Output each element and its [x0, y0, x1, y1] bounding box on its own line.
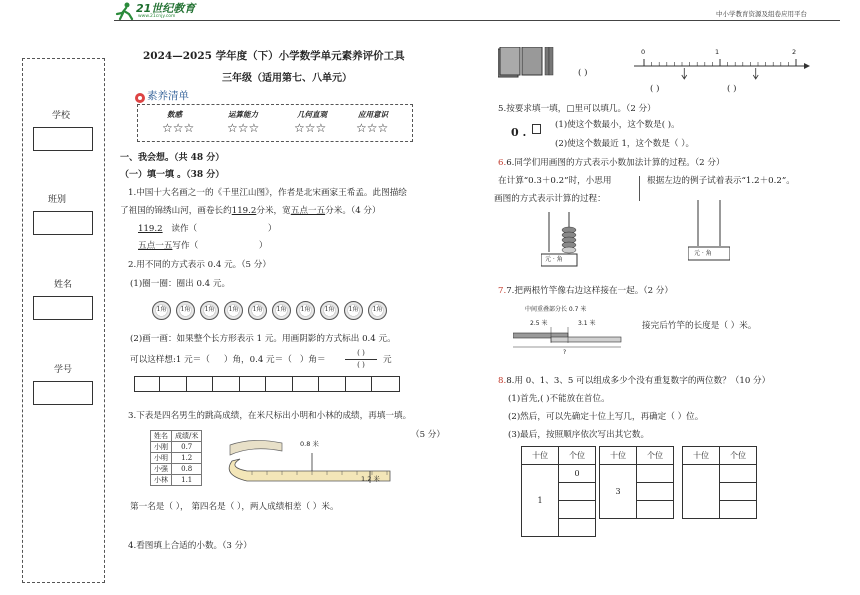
q7-text: 7.7.把两根竹竿像右边这样接在一起。（2 分）	[498, 286, 673, 296]
school-label: 学校	[52, 111, 71, 121]
literacy-name-1: 数感	[167, 110, 182, 119]
q5-digit: 0 .	[511, 126, 527, 139]
q3-text: 3.下表是四名男生的跳高成绩，在米尺标出小明和小林的成绩，再填一填。	[128, 411, 412, 421]
q2-circle-text: (1)圈一圈：圈出 0.4 元。	[130, 279, 231, 289]
coin-8[interactable]: 1角	[320, 301, 339, 320]
q2-fraction[interactable]: ( ) ( )	[341, 349, 381, 371]
place-value-table-2[interactable]: 十位 个位 3	[599, 446, 674, 519]
q3-table: 姓名 成绩/米 小刚 0.7 小明 1.2 小强 0.8 小林 1.1	[150, 430, 202, 486]
runner-icon	[114, 2, 136, 20]
q4-paren-a[interactable]: ( )	[650, 84, 660, 94]
q5-a: (1)使这个数最小，这个数是( )。	[555, 120, 680, 130]
page-title: 2024—2025 学年度（下）小学数学单元素养评价工具	[143, 50, 405, 62]
axis-label-2: 2	[792, 48, 797, 56]
section-heading: 一、我会想。（共 48 分）	[120, 153, 225, 163]
bamboo-diagram	[513, 327, 623, 357]
axis-label-0: 0	[641, 48, 646, 56]
subsection-heading: （一）填一填 。（38 分）	[120, 170, 225, 180]
q2-think-end: 元	[383, 355, 392, 365]
literacy-stars-2: ☆☆☆	[227, 121, 260, 135]
literacy-icon	[133, 91, 147, 105]
q1-line1: 1.中国十大名画之一的《千里江山图》，作者是北宋画家王希孟。此图描绘	[128, 188, 407, 198]
number-line-arrow-b	[753, 68, 758, 79]
q3-points: （5 分）	[411, 430, 445, 440]
q6-text: 6.6.同学们用画图的方式表示小数加法计算的过程。（2 分）	[498, 158, 725, 168]
header-right: 中小学教育资源及组卷应用平台	[716, 10, 807, 18]
number-line-arrow-a	[682, 68, 687, 79]
coin-row[interactable]	[152, 301, 402, 323]
q4-paren-b[interactable]: ( )	[727, 84, 737, 94]
tape-label-08: 0.8 米	[300, 440, 319, 448]
q8-b: (2)然后，可以先确定十位上写几，再确定（ ）位。	[508, 412, 704, 422]
header-rule	[114, 20, 840, 21]
coin-6[interactable]: 1角	[272, 301, 291, 320]
coin-9[interactable]: 1角	[344, 301, 363, 320]
q1-write: 五点一五写作（ ）	[138, 241, 268, 251]
literacy-stars-3: ☆☆☆	[294, 121, 327, 135]
q1-value1: 119.2	[231, 206, 257, 216]
coin-1[interactable]: 1角	[152, 301, 171, 320]
q7-l1: 2.5 米	[530, 320, 548, 327]
header-logo	[114, 2, 194, 20]
q3-answer: 第一名是（ ）， 第四名是（ ），两人成绩相差（ ）米。	[130, 502, 339, 512]
literacy-name-3: 几何直观	[297, 110, 327, 119]
q2-shading-grid[interactable]	[134, 376, 400, 392]
place-value-table-3[interactable]: 十位 个位	[682, 446, 757, 519]
q2-think: 可以这样想:1 元＝（ ）角，0.4 元＝（ ）角＝	[130, 355, 326, 365]
q4-paren-left[interactable]: ( )	[578, 68, 588, 78]
number-line-tick-marks	[632, 54, 812, 84]
q6-right1: 根据左边的例子试着表示“1.2＋0.2”。	[647, 176, 795, 186]
number-line-ticks	[632, 54, 812, 84]
literacy-stars-1: ☆☆☆	[162, 121, 195, 135]
axis-label-1: 1	[715, 48, 720, 56]
q4-text: 4.看图填上合适的小数。（3 分）	[128, 541, 252, 551]
class-field[interactable]	[33, 211, 93, 235]
q5-digit-box[interactable]	[532, 124, 541, 134]
q6-left2: 画图的方式表示计算的过程：	[494, 194, 606, 204]
tape-label-12: 1.2 米	[361, 475, 380, 483]
q5-text: 5.按要求填一填，□里可以填几。（2 分）	[498, 104, 656, 114]
class-label: 班别	[48, 195, 67, 205]
q7-diagram-top: 中间重叠部分长 0.7 米	[525, 306, 587, 313]
q7-q: ?	[563, 349, 567, 356]
q7-answer: 接完后竹竿的长度是（ ）米。	[642, 321, 757, 331]
q1-value2: 五点一五	[290, 206, 326, 216]
number-label: 学号	[54, 365, 73, 375]
coin-10[interactable]: 1角	[368, 301, 387, 320]
abacus-label-1: 元 · 角	[545, 256, 563, 263]
literacy-label: 素养清单	[147, 90, 189, 102]
school-field[interactable]	[33, 127, 93, 151]
logo-text: 21世纪教育	[136, 2, 196, 15]
page-subtitle: 三年级（适用第七、八单元）	[222, 73, 352, 84]
name-field[interactable]	[33, 296, 93, 320]
decimal-squares-figure	[498, 47, 558, 85]
name-label: 姓名	[54, 280, 73, 290]
q2-draw-text: (2)画一画：如果整个长方形表示 1 元。用画阴影的方式标出 0.4 元。	[130, 334, 396, 344]
coin-3[interactable]: 1角	[200, 301, 219, 320]
q5-b: (2)使这个数最近 1，这个数是（ ）。	[555, 139, 695, 149]
q8-a: (1)首先,( )不能放在首位。	[508, 394, 610, 404]
place-value-table-1[interactable]: 十位 个位 1 0	[521, 446, 596, 537]
literacy-name-4: 应用意识	[358, 110, 388, 119]
coin-7[interactable]: 1角	[296, 301, 315, 320]
number-field[interactable]	[33, 381, 93, 405]
q2-text: 2.用不同的方式表示 0.4 元。（5 分）	[128, 260, 271, 270]
q8-text: 8.8.用 0、1、3、5 可以组成多少个没有重复数字的两位数？（10 分）	[498, 376, 771, 386]
coin-4[interactable]: 1角	[224, 301, 243, 320]
logo-sub: www.21cnjy.com	[138, 14, 176, 19]
q6-left1: 在计算“0.3＋0.2”时，小思用	[498, 176, 612, 186]
q1-read: 119.2 读作（ ）	[138, 224, 277, 234]
q1-line2: 了祖国的锦绣山河，画卷长约119.2分米，宽五点一五分米。（4 分）	[120, 206, 381, 216]
q7-l2: 3.1 米	[578, 320, 596, 327]
literacy-name-2: 运算能力	[228, 110, 258, 119]
coin-5[interactable]: 1角	[248, 301, 267, 320]
q8-c: (3)最后，按照顺序依次写出其它数。	[508, 430, 650, 440]
q6-divider	[639, 176, 640, 201]
literacy-stars-4: ☆☆☆	[356, 121, 389, 135]
coin-2[interactable]: 1角	[176, 301, 195, 320]
abacus-label-2: 元 · 角	[694, 250, 712, 257]
